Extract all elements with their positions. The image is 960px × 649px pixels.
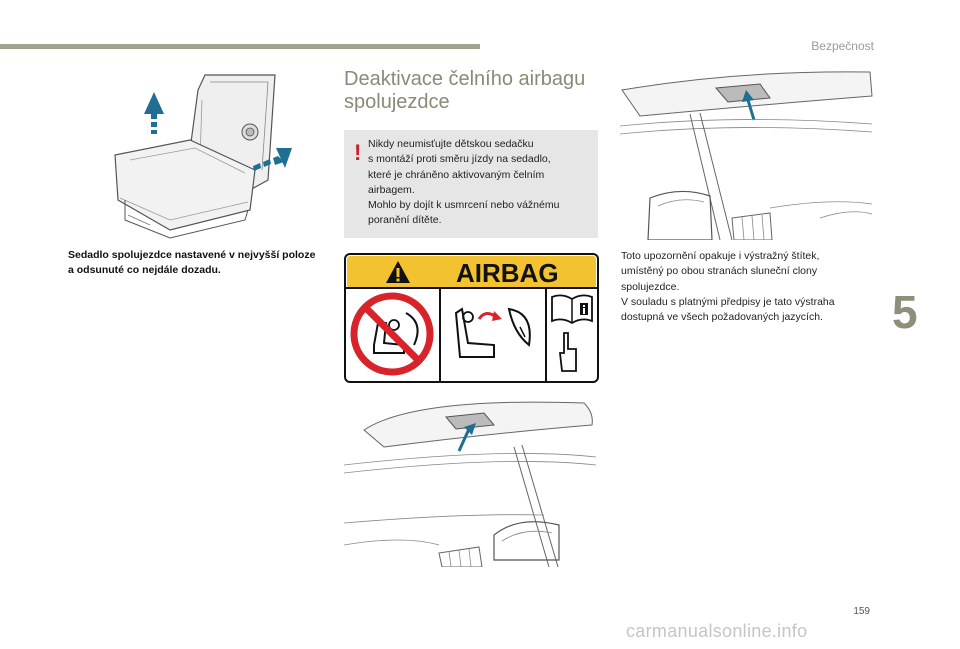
top-rule [0, 44, 480, 49]
warning-line: airbagem. [368, 183, 415, 196]
paragraph-line: umístěný po obou stranách sluneční clony [621, 265, 818, 278]
page-number: 159 [853, 606, 870, 617]
right-paragraph [621, 249, 881, 325]
section-title: Bezpečnost [811, 39, 874, 53]
seat-illustration [110, 70, 310, 240]
sun-visor-illustration-right [620, 68, 875, 240]
airbag-title: AIRBAG [456, 258, 559, 288]
page-title: Deaktivace čelního airbagu spolujezdce [344, 68, 586, 113]
sun-visor-illustration-left [344, 395, 599, 567]
warning-icon: ! [354, 140, 362, 165]
warning-line: Nikdy neumisťujte dětskou sedačku [368, 138, 534, 150]
arrow-up-icon [144, 92, 164, 134]
warning-box [344, 130, 598, 238]
airbag-warning-label [344, 253, 599, 383]
warning-line: které je chráněno aktivovaným čelním [368, 168, 545, 181]
warning-line: poranění dítěte. [368, 214, 442, 227]
warning-line: s montáží proti směru jízdy na sedadlo, [368, 153, 551, 166]
seat-caption: Sedadlo spolujezdce nastavené v nejvyšší poloze a odsunuté co nejdále dozadu. [68, 249, 316, 276]
paragraph-line: dostupná ve všech požadovaných jazycích. [621, 311, 823, 324]
paragraph-line: Toto upozornění opakuje i výstražný štítek, [621, 250, 820, 262]
warning-text [368, 137, 594, 229]
no-rear-facing-child-seat-icon [354, 296, 430, 372]
watermark: carmanualsonline.info [626, 621, 808, 641]
paragraph-line: V souladu s platnými předpisy je tato výstraha [621, 295, 835, 308]
warning-line: Mohlo by dojít k usmrcení nebo vážnému [368, 199, 560, 212]
chapter-number: 5 [892, 286, 918, 338]
paragraph-line: spolujezdce. [621, 280, 680, 293]
